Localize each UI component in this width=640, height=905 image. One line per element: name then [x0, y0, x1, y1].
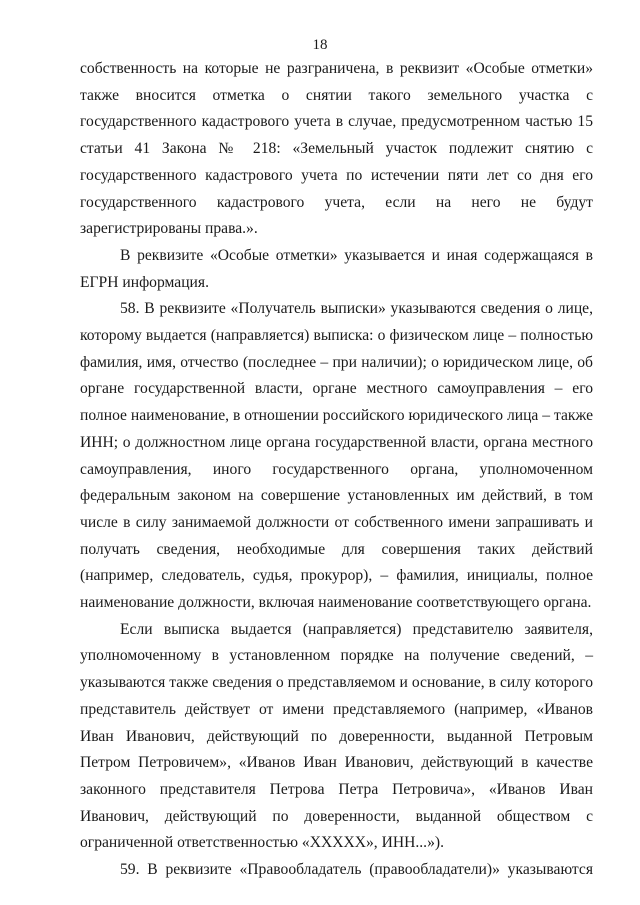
paragraph-representative: Если выписка выдается (направляется) представителю заявителя, уполномоченному в установленном порядке на получение сведений, – указываются также сведения о представляемом и основание, в силу которого представитель действует от имени представляемого (например, «Иванов Иван Иванович, действующий по доверенности, выданной Петровым Петром Петровичем», «Иванов Иван Иванович, действующий в качестве законного представителя Петрова Петра Петровича», «Иванов Иван Иванович, действующий по доверенности, выданной обществом с ограниченной ответственностью «ХХХХХ», ИНН...»). [80, 620, 593, 852]
paragraph-item-58: 58. В реквизите «Получатель выписки» указываются сведения о лице, которому выдается (направляется) выписка: о физическом лице – полностью фамилия, имя, отчество (последнее – при наличии); о юридическом лице, об органе государственной власти, органе местного самоуправления – его полное наименование, в отношении российского юридического лица – также ИНН; о должностном лице органа государственной власти, органа местного самоуправления, иного государственного органа, уполномоченном федеральным законом на совершение установленных им действий, в том числе в силу занимаемой должности от собственного имени запрашивать и получать сведения, необходимые для совершения таких действий (например, следователь, судья, прокурор), – фамилия, инициалы, полное наименование должности, включая наименование соответствующего органа. [80, 300, 593, 612]
document-body [80, 56, 593, 884]
paragraph-item-59: 59. В реквизите «Правообладатель (правообладатели)» указываются [120, 861, 593, 879]
page-number: 18 [312, 37, 328, 53]
paragraph-continuation: собственность на которые не разграничена, в реквизит «Особые отметки» также вносится отметка о снятии такого земельного участка с государственного кадастрового учета в случае, предусмотренном частью 15 статьи 41 Закона № 218: «Земельный участок подлежит снятию с государственного кадастрового учета по истечении пяти лет со дня его государственного кадастрового учета, если на него не будут зарегистрированы права.». [80, 60, 593, 238]
paragraph-special-notes: В реквизите «Особые отметки» указывается и иная содержащаяся в ЕГРН информация. [80, 246, 593, 291]
